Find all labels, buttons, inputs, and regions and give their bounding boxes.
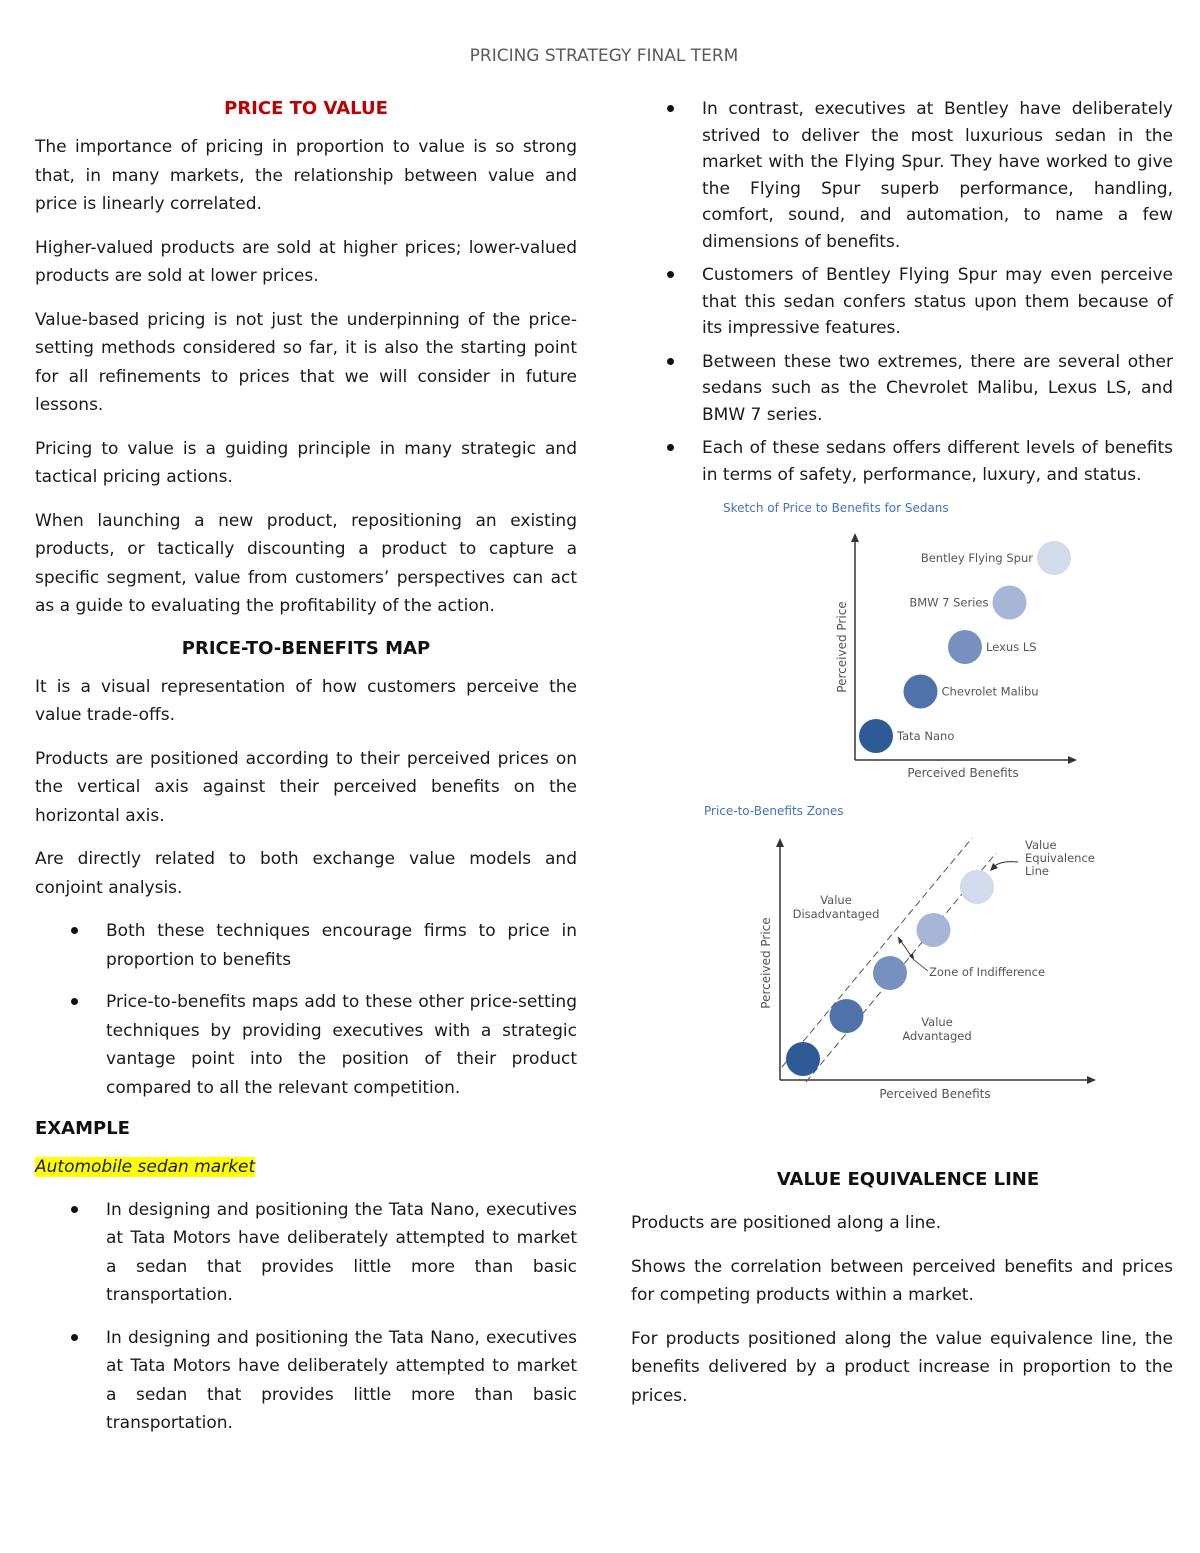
bullet-icon: [667, 358, 674, 365]
heading-value-equivalence-line: VALUE EQUIVALENCE LINE: [776, 1169, 1040, 1190]
list-item: [631, 96, 1173, 255]
leader-line: [914, 960, 928, 971]
list-item: [631, 435, 1173, 488]
left-column: [35, 96, 577, 1452]
bullet-list: [631, 96, 1173, 488]
data-point-label: Tata Nano: [897, 729, 955, 743]
data-point: [859, 719, 893, 753]
paragraph: Products are positioned along a line.: [631, 1213, 942, 1233]
value-equivalence-section: [631, 1167, 1173, 1425]
x-axis-arrow-icon: [1068, 756, 1077, 764]
paragraph: For products positioned along the value equivalence line, the benefits delivered by a product increase in proportion to the prices.: [631, 1328, 1173, 1406]
data-point: [786, 1042, 820, 1076]
data-point: [830, 999, 864, 1033]
paragraph: Pricing to value is a guiding principle in many strategic and tactical pricing actions.: [35, 438, 577, 487]
data-point: [917, 913, 951, 947]
bullet-list: [35, 1196, 577, 1438]
page-header: PRICING STRATEGY FINAL TERM: [469, 46, 739, 66]
list-item-text: Both these techniques encourage firms to price in proportion to benefits: [106, 921, 577, 970]
annotation-zone-of-indifference: Zone of Indifference: [929, 965, 1046, 979]
bullet-icon: [71, 1334, 78, 1341]
list-item: [35, 988, 577, 1102]
bullet-icon: [667, 271, 674, 278]
list-item-text: In designing and positioning the Tata Nano, executives at Tata Motors have deliberately attempted to market a sedan that provides little more than basic transportation.: [106, 1199, 577, 1305]
data-point: [904, 675, 938, 709]
heading-price-to-benefits-map: PRICE-TO-BENEFITS MAP: [181, 637, 431, 659]
data-point: [1037, 541, 1071, 575]
y-axis-label: Perceived Price: [759, 917, 773, 1009]
list-item: [35, 917, 577, 974]
y-axis-arrow-icon: [776, 838, 784, 847]
data-point: [960, 870, 994, 904]
paragraph: Value-based pricing is not just the underpinning of the price-setting methods considered so far, it is also the starting point for all refinements to prices that we will consider in future lessons.: [35, 309, 577, 415]
y-axis-label: Perceived Price: [835, 601, 849, 693]
paragraph: Products are positioned according to their perceived prices on the vertical axis against their perceived benefits on the horizontal axis.: [35, 748, 577, 826]
data-point: [873, 956, 907, 990]
paragraph: Are directly related to both exchange value models and conjoint analysis.: [35, 849, 577, 898]
data-points: [859, 541, 1071, 753]
heading-price-to-value: PRICE TO VALUE: [224, 98, 388, 119]
heading-example: EXAMPLE: [35, 1118, 130, 1139]
annotation-value-advantaged: Value Advantaged: [902, 1015, 972, 1043]
bullet-icon: [71, 998, 78, 1005]
list-item-text: Between these two extremes, there are several other sedans such as the Chevrolet Malibu, Lexus LS, and BMW 7 series.: [702, 351, 1173, 425]
paragraph: Shows the correlation between perceived benefits and prices for competing products within a market.: [631, 1256, 1173, 1305]
figure-price-to-benefits: [700, 497, 1100, 791]
x-axis-arrow-icon: [1087, 1076, 1096, 1084]
chart-title: Price-to-Benefits Zones: [704, 804, 844, 818]
bullet-icon: [667, 444, 674, 451]
data-point-label: BMW 7 Series: [909, 595, 989, 610]
x-axis-label: Perceived Benefits: [907, 766, 1019, 780]
bullet-icon: [667, 105, 674, 112]
data-point-label: Lexus LS: [986, 640, 1037, 654]
paragraph: The importance of pricing in proportion to value is so strong that, in many markets, the relationship between value and price is linearly correlated.: [35, 137, 577, 214]
figure-price-to-benefits-zones: [700, 800, 1120, 1109]
data-point: [948, 630, 982, 664]
y-axis-arrow-icon: [851, 533, 859, 542]
list-item: [631, 262, 1173, 342]
list-item: [35, 1196, 577, 1310]
list-item: [631, 349, 1173, 429]
paragraph: Higher-valued products are sold at higher prices; lower-valued products are sold at lower prices.: [35, 237, 577, 286]
highlighted-text: Automobile sedan market: [35, 1157, 256, 1177]
data-point-label: Chevrolet Malibu: [941, 684, 1039, 699]
bullet-icon: [71, 927, 78, 934]
annotation-value-disadvantaged: Value Disadvantaged: [792, 893, 880, 921]
paragraph: When launching a new product, repositioning an existing products, or tactically discounting a product to capture a specific segment, value from customers’ perspectives can act as a guide to evaluating the profitability of the action.: [35, 510, 577, 616]
paragraph: It is a visual representation of how customers perceive the value trade-offs.: [35, 676, 577, 725]
right-column: [631, 96, 1173, 495]
list-item-text: In designing and positioning the Tata Nano, executives at Tata Motors have deliberately attempted to market a sedan that provides little more than basic transportation.: [106, 1327, 577, 1433]
list-item-text: In contrast, executives at Bentley have deliberately strived to deliver the most luxurious sedan in the market with the Flying Spur. They have worked to give the Flying Spur superb performance, handling, comfort, sound, and automation, to name a few dimensions of benefits.: [702, 99, 1173, 252]
chart-price-to-benefits-zones: [700, 800, 1120, 1105]
example-label-line: [35, 1153, 577, 1182]
bullet-list: [35, 917, 577, 1102]
data-point: [993, 586, 1027, 620]
list-item-text: Each of these sedans offers different levels of benefits in terms of safety, performance, luxury, and status.: [702, 438, 1173, 485]
x-axis-label: Perceived Benefits: [879, 1087, 991, 1101]
data-point-label: Bentley Flying Spur: [920, 551, 1033, 565]
chart-title: Sketch of Price to Benefits for Sedans: [723, 501, 949, 515]
list-item-text: Customers of Bentley Flying Spur may even perceive that this sedan confers status upon them because of its impressive features.: [702, 265, 1173, 338]
chart-price-to-benefits: [700, 497, 1100, 787]
list-item-text: Price-to-benefits maps add to these other price-setting techniques by providing executives with a strategic vantage point into the position of their product compared to all the relevant competition.: [106, 992, 577, 1098]
list-item: [35, 1324, 577, 1438]
bullet-icon: [71, 1206, 78, 1213]
annotation-value-equivalence-line: Value Equivalence Line: [1025, 838, 1095, 878]
